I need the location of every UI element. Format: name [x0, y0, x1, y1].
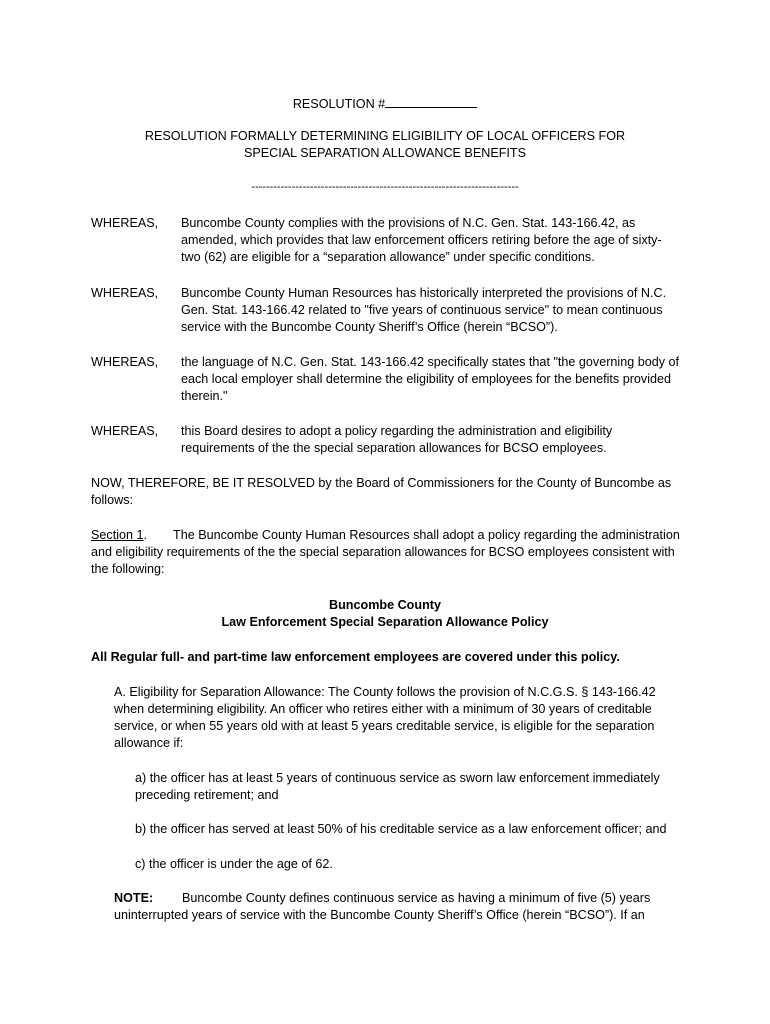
- resolved-paragraph: NOW, THEREFORE, BE IT RESOLVED by the Board of Commissioners for the County of Buncombe as follows:: [91, 476, 672, 507]
- resolution-number-line: [0, 94, 770, 113]
- eligibility-item-c: c) the officer is under the age of 62.: [135, 857, 333, 871]
- whereas-label-3: WHEREAS,: [91, 355, 159, 369]
- note-text: Buncombe County defines continuous service as having a minimum of five (5) years uninterrupted years of service with the Buncombe County Sheriff’s Office (herein “BCSO”). If an: [114, 891, 651, 922]
- resolution-heading: [0, 128, 770, 162]
- policy-title-county: Buncombe County: [329, 598, 441, 612]
- policy-heading: [0, 597, 770, 631]
- section-1-period: .: [143, 528, 148, 542]
- whereas-label-4: WHEREAS,: [91, 424, 159, 438]
- whereas-text-4: this Board desires to adopt a policy regarding the administration and eligibility requirements of the the special separation allowances for BCSO employees.: [181, 424, 613, 455]
- whereas-label-1: WHEREAS,: [91, 216, 159, 230]
- section-1-text: The Buncombe County Human Resources shall adopt a policy regarding the administration and eligibility requirements of the the special separation allowances for BCSO employees consistent with the following:: [91, 528, 680, 576]
- section-1-paragraph: [91, 527, 681, 578]
- whereas-text-2: Buncombe County Human Resources has historically interpreted the provisions of N.C. Gen. Stat. 143-166.42 related to "five years of continuous service" to mean continuous service with the Buncombe County Sheriff’s Office (herein “BCSO”).: [181, 286, 667, 334]
- whereas-label-2: WHEREAS,: [91, 286, 159, 300]
- divider-line: -------------------------------------------------------------------------: [251, 181, 519, 193]
- policy-title-name: Law Enforcement Special Separation Allowance Policy: [221, 615, 549, 629]
- policy-section-a: A. Eligibility for Separation Allowance: The County follows the provision of N.C.G.S. § 143-166.42 when determining eligibility. An officer who retires either with a minimum of 30 years of creditable service, or when 55 years old with at least 5 years creditable service, is eligible for the separation allowance if:: [114, 685, 656, 750]
- policy-note: [114, 890, 684, 924]
- eligibility-item-a: a) the officer has at least 5 years of continuous service as sworn law enforcement immediately preceding retirement; and: [135, 771, 660, 802]
- policy-coverage: All Regular full- and part-time law enforcement employees are covered under this policy.: [91, 650, 620, 664]
- resolution-heading-line1: RESOLUTION FORMALLY DETERMINING ELIGIBILITY OF LOCAL OFFICERS FOR: [144, 129, 626, 143]
- resolution-number-blank: [385, 94, 477, 108]
- whereas-text-1: Buncombe County complies with the provisions of N.C. Gen. Stat. 143-166.42, as amended, which provides that law enforcement officers retiring before the age of sixty-two (62) are eligible for a “separation allowance” under specific conditions.: [181, 216, 662, 264]
- note-label: NOTE:: [114, 891, 154, 905]
- resolution-label: RESOLUTION #: [292, 97, 386, 111]
- section-1-label: Section 1: [91, 528, 144, 542]
- eligibility-item-b: b) the officer has served at least 50% of his creditable service as a law enforcement officer; and: [135, 822, 667, 836]
- whereas-text-3: the language of N.C. Gen. Stat. 143-166.42 specifically states that "the governing body of each local employer shall determine the eligibility of employees for the benefits provided therein.": [181, 355, 680, 403]
- resolution-heading-line2: SPECIAL SEPARATION ALLOWANCE BENEFITS: [243, 146, 527, 160]
